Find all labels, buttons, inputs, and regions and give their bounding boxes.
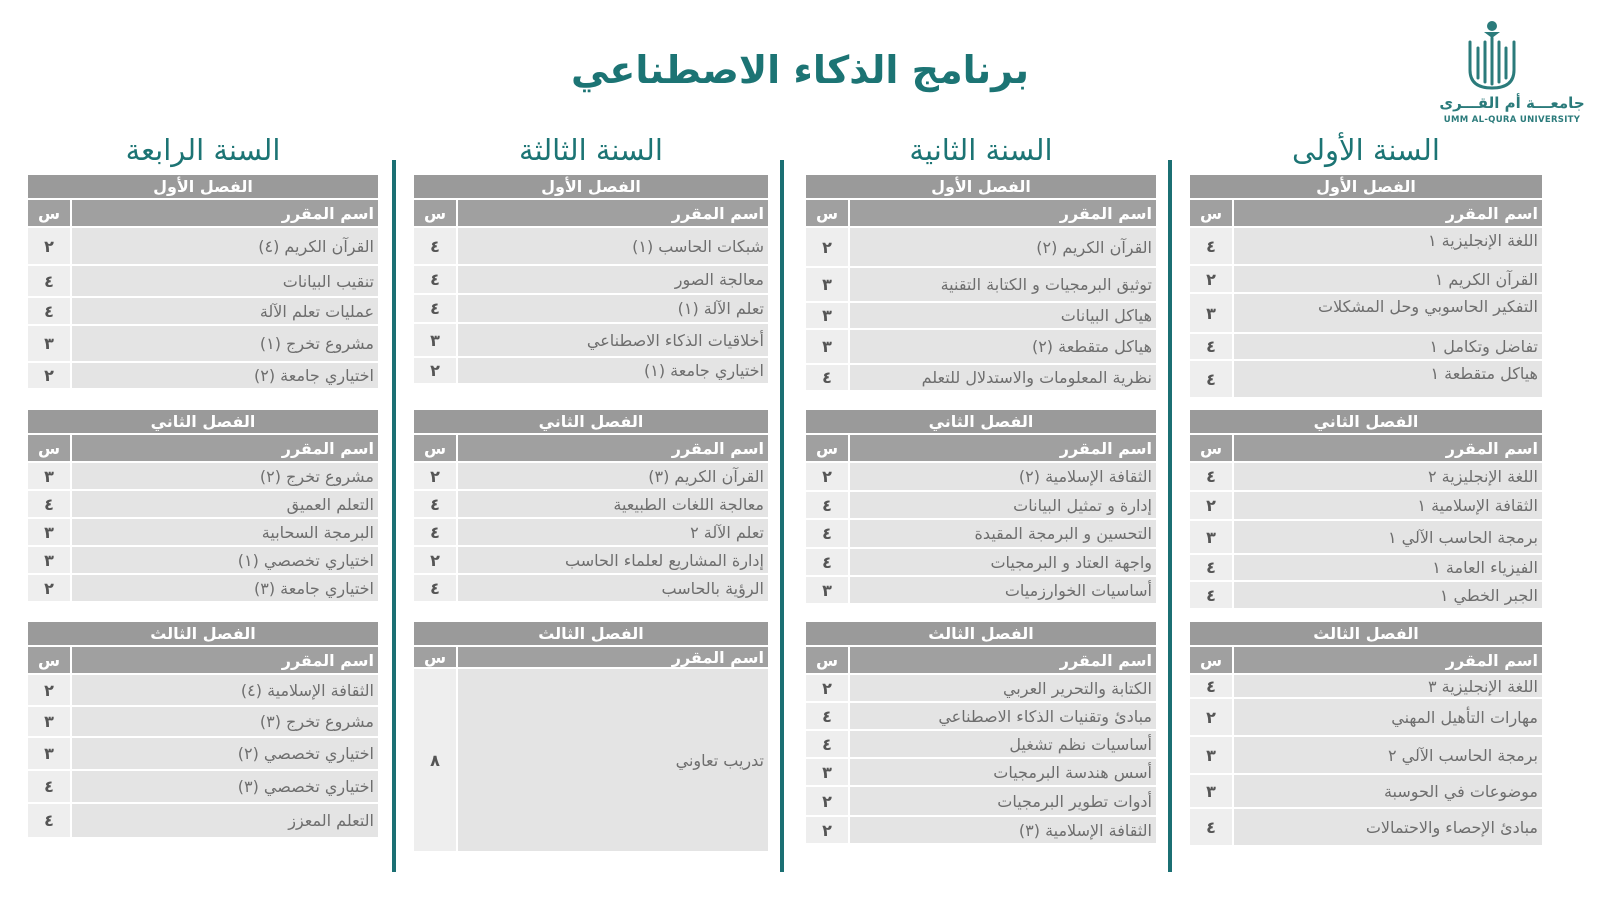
course-hours: ٣ xyxy=(28,326,70,361)
semester-title: الفصل الثاني xyxy=(28,410,378,433)
semester-title: الفصل الثاني xyxy=(806,410,1156,433)
course-row xyxy=(28,804,378,837)
column-divider xyxy=(1168,160,1172,872)
course-name-header: اسم المقرر xyxy=(850,200,1156,226)
column-header-row xyxy=(806,200,1156,226)
hours-header: س xyxy=(414,647,456,667)
course-name: القرآن الكريم (٢) xyxy=(850,228,1156,266)
course-hours: ٤ xyxy=(28,266,70,296)
semester-table xyxy=(414,622,768,853)
course-row xyxy=(1190,361,1542,397)
course-hours: ٣ xyxy=(806,303,848,328)
course-hours: ٣ xyxy=(28,463,70,489)
course-row xyxy=(806,303,1156,328)
course-hours: ٣ xyxy=(1190,294,1232,332)
course-hours: ٤ xyxy=(806,731,848,757)
course-row xyxy=(414,228,768,264)
course-row xyxy=(414,491,768,517)
course-hours: ٤ xyxy=(28,298,70,324)
course-name: القرآن الكريم (٤) xyxy=(72,228,378,264)
hours-header: س xyxy=(1190,647,1232,673)
course-row xyxy=(1190,463,1542,490)
course-name: هياكل البيانات xyxy=(850,303,1156,328)
course-row xyxy=(28,491,378,517)
course-row xyxy=(1190,492,1542,519)
course-row xyxy=(28,228,378,264)
course-name: الكتابة والتحرير العربي xyxy=(850,675,1156,701)
course-hours: ٣ xyxy=(1190,521,1232,553)
semester-title: الفصل الثالث xyxy=(806,622,1156,645)
course-name: واجهة العتاد و البرمجيات xyxy=(850,549,1156,575)
column-header-row xyxy=(806,435,1156,461)
course-hours: ٤ xyxy=(806,365,848,390)
course-hours: ٢ xyxy=(1190,266,1232,292)
course-hours: ٤ xyxy=(28,804,70,837)
semester-title: الفصل الثاني xyxy=(1190,410,1542,433)
course-name: موضوعات في الحوسبة xyxy=(1234,775,1542,807)
course-hours: ٣ xyxy=(806,268,848,301)
column-header-row xyxy=(1190,647,1542,673)
course-row xyxy=(28,326,378,361)
course-row xyxy=(806,228,1156,266)
column-header-row xyxy=(1190,200,1542,226)
course-hours: ٤ xyxy=(1190,555,1232,580)
course-row xyxy=(1190,555,1542,580)
course-row xyxy=(806,577,1156,603)
course-hours: ٤ xyxy=(1190,582,1232,608)
course-row xyxy=(414,669,768,851)
course-name: هياكل متقطعة (٢) xyxy=(850,330,1156,363)
course-row xyxy=(806,549,1156,575)
course-name: اللغة الإنجليزية ٣ xyxy=(1234,675,1542,697)
course-name: اللغة الإنجليزية ٢ xyxy=(1234,463,1542,490)
semester-title: الفصل الأول xyxy=(1190,175,1542,198)
course-hours: ٤ xyxy=(1190,809,1232,845)
course-row xyxy=(414,266,768,293)
semester-title: الفصل الأول xyxy=(806,175,1156,198)
course-hours: ٤ xyxy=(414,519,456,545)
semester-table xyxy=(28,622,378,839)
course-name-header: اسم المقرر xyxy=(458,647,768,667)
course-row xyxy=(806,365,1156,390)
column-header-row xyxy=(414,200,768,226)
semester-title: الفصل الثالث xyxy=(1190,622,1542,645)
semester-title: الفصل الثاني xyxy=(414,410,768,433)
course-row xyxy=(1190,521,1542,553)
course-name: الفيزياء العامة ١ xyxy=(1234,555,1542,580)
course-name: التفكير الحاسوبي وحل المشكلات xyxy=(1234,294,1542,332)
course-name: التعلم العميق xyxy=(72,491,378,517)
course-hours: ٢ xyxy=(1190,699,1232,735)
course-hours: ٤ xyxy=(414,575,456,601)
semester-table xyxy=(806,410,1156,605)
course-row xyxy=(414,358,768,383)
course-hours: ٤ xyxy=(806,703,848,729)
course-row xyxy=(1190,334,1542,359)
course-hours: ٤ xyxy=(28,771,70,802)
semester-title: الفصل الأول xyxy=(28,175,378,198)
year-title: السنة الثانية xyxy=(909,133,1053,167)
course-row xyxy=(806,787,1156,815)
course-name: معالجة اللغات الطبيعية xyxy=(458,491,768,517)
semester-table xyxy=(1190,622,1542,847)
course-row xyxy=(414,547,768,573)
course-row xyxy=(28,363,378,388)
course-row xyxy=(414,575,768,601)
course-hours: ٢ xyxy=(414,358,456,383)
hours-header: س xyxy=(28,647,70,673)
course-name-header: اسم المقرر xyxy=(1234,200,1542,226)
course-name-header: اسم المقرر xyxy=(72,435,378,461)
course-hours: ٤ xyxy=(1190,334,1232,359)
hours-header: س xyxy=(414,200,456,226)
course-hours: ٢ xyxy=(414,547,456,573)
course-hours: ٣ xyxy=(28,547,70,573)
course-hours: ٢ xyxy=(28,575,70,601)
course-hours: ٤ xyxy=(28,491,70,517)
course-hours: ٢ xyxy=(414,463,456,489)
course-hours: ٤ xyxy=(414,266,456,293)
course-row xyxy=(28,675,378,705)
course-row xyxy=(1190,809,1542,845)
course-name: مشروع تخرج (٢) xyxy=(72,463,378,489)
course-hours: ٢ xyxy=(28,228,70,264)
course-row xyxy=(1190,266,1542,292)
course-row xyxy=(1190,737,1542,773)
course-name: تدريب تعاوني xyxy=(458,669,768,851)
course-name: مهارات التأهيل المهني xyxy=(1234,699,1542,735)
course-name: مبادئ وتقنيات الذكاء الاصطناعي xyxy=(850,703,1156,729)
course-name: الثقافة الإسلامية (٣) xyxy=(850,817,1156,843)
course-hours: ٣ xyxy=(806,330,848,363)
course-name: الرؤية بالحاسب xyxy=(458,575,768,601)
column-header-row xyxy=(1190,435,1542,461)
semester-table xyxy=(1190,410,1542,610)
course-row xyxy=(414,463,768,489)
course-row xyxy=(414,519,768,545)
year-title: السنة الأولى xyxy=(1292,133,1440,167)
column-header-row xyxy=(414,647,768,667)
course-name: معالجة الصور xyxy=(458,266,768,293)
course-name-header: اسم المقرر xyxy=(72,647,378,673)
semester-table xyxy=(806,175,1156,392)
course-row xyxy=(28,266,378,296)
semester-title: الفصل الأول xyxy=(414,175,768,198)
course-hours: ٤ xyxy=(414,295,456,322)
course-row xyxy=(806,463,1156,490)
course-hours: ٢ xyxy=(1190,492,1232,519)
course-name: التحسين و البرمجة المقيدة xyxy=(850,520,1156,547)
column-divider xyxy=(780,160,784,872)
course-hours: ٤ xyxy=(806,549,848,575)
course-row xyxy=(1190,294,1542,332)
year-title: السنة الرابعة xyxy=(125,133,281,167)
course-hours: ٤ xyxy=(1190,228,1232,264)
course-row xyxy=(28,738,378,769)
course-hours: ٣ xyxy=(414,324,456,356)
course-row xyxy=(28,547,378,573)
course-name: أسس هندسة البرمجيات xyxy=(850,759,1156,785)
year-column xyxy=(1190,0,1542,900)
hours-header: س xyxy=(1190,435,1232,461)
logo-name-english: UMM AL-QURA UNIVERSITY xyxy=(1443,115,1581,125)
course-row xyxy=(28,771,378,802)
course-row xyxy=(414,324,768,356)
course-name-header: اسم المقرر xyxy=(458,435,768,461)
semester-table xyxy=(806,622,1156,845)
semester-title: الفصل الثالث xyxy=(28,622,378,645)
hours-header: س xyxy=(806,435,848,461)
course-hours: ٢ xyxy=(806,675,848,701)
course-name: مشروع تخرج (١) xyxy=(72,326,378,361)
course-name: تفاضل وتكامل ١ xyxy=(1234,334,1542,359)
course-name-header: اسم المقرر xyxy=(1234,435,1542,461)
course-name-header: اسم المقرر xyxy=(850,435,1156,461)
year-title: السنة الثالثة xyxy=(519,133,663,167)
semester-table xyxy=(414,175,768,385)
course-row xyxy=(1190,228,1542,264)
course-name-header: اسم المقرر xyxy=(72,200,378,226)
course-hours: ٢ xyxy=(28,363,70,388)
course-hours: ٣ xyxy=(1190,775,1232,807)
year-column xyxy=(28,0,378,900)
course-hours: ٤ xyxy=(1190,463,1232,490)
course-name: الثقافة الإسلامية ١ xyxy=(1234,492,1542,519)
course-name: برمجة الحاسب الآلي ٢ xyxy=(1234,737,1542,773)
course-hours: ٣ xyxy=(28,519,70,545)
course-row xyxy=(1190,775,1542,807)
course-row xyxy=(806,492,1156,518)
semester-table xyxy=(414,410,768,603)
course-row xyxy=(806,675,1156,701)
course-row xyxy=(806,759,1156,785)
course-name: تنقيب البيانات xyxy=(72,266,378,296)
course-name: الجبر الخطي ١ xyxy=(1234,582,1542,608)
hours-header: س xyxy=(414,435,456,461)
course-name: نظرية المعلومات والاستدلال للتعلم xyxy=(850,365,1156,390)
page-title: برنامج الذكاء الاصطناعي xyxy=(570,48,1030,92)
column-header-row xyxy=(806,647,1156,673)
course-hours: ٤ xyxy=(806,492,848,518)
course-row xyxy=(1190,699,1542,735)
course-hours: ٣ xyxy=(806,577,848,603)
course-name: اختياري جامعة (٢) xyxy=(72,363,378,388)
hours-header: س xyxy=(1190,200,1232,226)
course-name: توثيق البرمجيات و الكتابة التقنية xyxy=(850,268,1156,301)
year-column xyxy=(806,0,1156,900)
year-column xyxy=(414,0,768,900)
course-row xyxy=(1190,675,1542,697)
course-hours: ٤ xyxy=(414,491,456,517)
course-name: أدوات تطوير البرمجيات xyxy=(850,787,1156,815)
course-name: الثقافة الإسلامية (٤) xyxy=(72,675,378,705)
semester-table xyxy=(28,175,378,390)
course-name: القرآن الكريم ١ xyxy=(1234,266,1542,292)
course-row xyxy=(414,295,768,322)
course-hours: ٤ xyxy=(1190,675,1232,697)
column-divider xyxy=(392,160,396,872)
column-header-row xyxy=(414,435,768,461)
course-name-header: اسم المقرر xyxy=(850,647,1156,673)
column-header-row xyxy=(28,200,378,226)
course-hours: ٢ xyxy=(806,817,848,843)
course-name: عمليات تعلم الآلة xyxy=(72,298,378,324)
course-hours: ٣ xyxy=(806,759,848,785)
course-row xyxy=(806,520,1156,547)
course-name: إدارة و تمثيل البيانات xyxy=(850,492,1156,518)
course-hours: ٣ xyxy=(1190,737,1232,773)
semester-table xyxy=(1190,175,1542,399)
course-hours: ٤ xyxy=(414,228,456,264)
course-name-header: اسم المقرر xyxy=(1234,647,1542,673)
course-row xyxy=(806,268,1156,301)
course-hours: ٢ xyxy=(806,228,848,266)
course-row xyxy=(806,330,1156,363)
course-name: اللغة الإنجليزية ١ xyxy=(1234,228,1542,264)
course-hours: ٢ xyxy=(28,675,70,705)
course-row xyxy=(28,575,378,601)
course-name: القرآن الكريم (٣) xyxy=(458,463,768,489)
course-hours: ٢ xyxy=(806,787,848,815)
course-row xyxy=(28,707,378,736)
course-hours: ٢ xyxy=(806,463,848,490)
course-name: اختياري تخصصي (١) xyxy=(72,547,378,573)
semester-table xyxy=(28,410,378,603)
column-header-row xyxy=(28,435,378,461)
course-name: البرمجة السحابية xyxy=(72,519,378,545)
course-row xyxy=(1190,582,1542,608)
course-name: مشروع تخرج (٣) xyxy=(72,707,378,736)
course-row xyxy=(806,817,1156,843)
course-name: برمجة الحاسب الآلي ١ xyxy=(1234,521,1542,553)
course-name: مبادئ الإحصاء والاحتمالات xyxy=(1234,809,1542,845)
course-hours: ٤ xyxy=(806,520,848,547)
hours-header: س xyxy=(28,435,70,461)
semester-title: الفصل الثالث xyxy=(414,622,768,645)
course-row xyxy=(806,703,1156,729)
course-name: أساسيات نظم تشغيل xyxy=(850,731,1156,757)
course-name: اختياري تخصصي (٢) xyxy=(72,738,378,769)
logo-name-arabic: جامعـــة أم القـــرى xyxy=(1439,94,1585,112)
course-name: شبكات الحاسب (١) xyxy=(458,228,768,264)
course-hours: ٤ xyxy=(1190,361,1232,397)
course-name: الثقافة الإسلامية (٢) xyxy=(850,463,1156,490)
hours-header: س xyxy=(806,200,848,226)
column-header-row xyxy=(28,647,378,673)
course-row xyxy=(28,463,378,489)
course-name: أساسيات الخوارزميات xyxy=(850,577,1156,603)
course-name: اختياري تخصصي (٣) xyxy=(72,771,378,802)
course-name: التعلم المعزز xyxy=(72,804,378,837)
course-name: اختياري جامعة (١) xyxy=(458,358,768,383)
course-name: اختياري جامعة (٣) xyxy=(72,575,378,601)
hours-header: س xyxy=(28,200,70,226)
course-hours: ٨ xyxy=(414,669,456,851)
course-row xyxy=(28,298,378,324)
course-name: تعلم الآلة ٢ xyxy=(458,519,768,545)
course-name: تعلم الآلة (١) xyxy=(458,295,768,322)
course-name-header: اسم المقرر xyxy=(458,200,768,226)
course-row xyxy=(28,519,378,545)
course-hours: ٣ xyxy=(28,707,70,736)
course-hours: ٣ xyxy=(28,738,70,769)
course-name: هياكل متقطعة ١ xyxy=(1234,361,1542,397)
course-row xyxy=(806,731,1156,757)
course-name: أخلاقيات الذكاء الاصطناعي xyxy=(458,324,768,356)
course-name: إدارة المشاريع لعلماء الحاسب xyxy=(458,547,768,573)
hours-header: س xyxy=(806,647,848,673)
